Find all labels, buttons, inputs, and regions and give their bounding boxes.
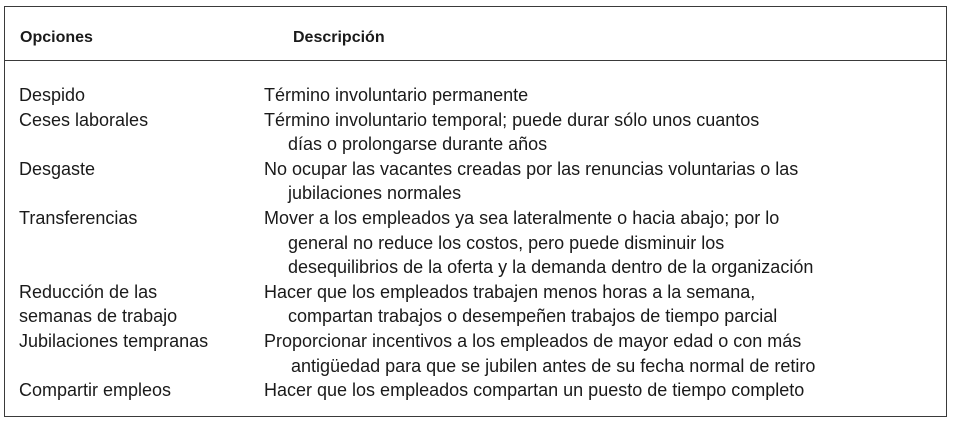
table-row xyxy=(5,206,946,280)
description-text: Hacer que los empleados trabajen menos horas a la semana, xyxy=(264,281,756,302)
option-cell xyxy=(5,206,249,280)
table-row xyxy=(5,378,946,403)
option-cell xyxy=(5,280,249,329)
description-cell xyxy=(249,280,929,329)
header-description: Descripción xyxy=(293,29,385,46)
option-cell xyxy=(5,157,249,206)
option-cell xyxy=(5,83,249,108)
description-text: antigüedad para que se jubilen antes de su fecha normal de retiro xyxy=(291,355,816,376)
description-text: compartan trabajos o desempeñen trabajos de tiempo parcial xyxy=(288,306,778,327)
option-text: Jubilaciones tempranas xyxy=(19,330,209,351)
table-row xyxy=(5,108,946,157)
description-cell xyxy=(249,378,929,403)
table-row xyxy=(5,280,946,329)
description-text: Término involuntario temporal; puede durar sólo unos cuantos xyxy=(264,109,760,130)
description-cell xyxy=(249,108,929,157)
description-cell xyxy=(249,157,929,206)
table-header-row xyxy=(5,7,946,61)
option-text: Transferencias xyxy=(19,207,138,228)
option-text: Reducción de las xyxy=(19,281,158,302)
description-text: Hacer que los empleados compartan un puesto de tiempo completo xyxy=(264,380,805,401)
option-cell xyxy=(5,378,249,403)
table-row xyxy=(5,329,946,378)
description-text: jubilaciones normales xyxy=(288,183,462,204)
description-cell xyxy=(249,83,929,108)
description-text: desequilibrios de la oferta y la demanda dentro de la organización xyxy=(288,257,814,278)
option-text: Ceses laborales xyxy=(19,109,149,130)
description-text: general no reduce los costos, pero puede disminuir los xyxy=(288,232,725,253)
option-text: Compartir empleos xyxy=(19,380,172,401)
header-options: Opciones xyxy=(20,29,93,46)
table-row xyxy=(5,83,946,108)
option-text: Desgaste xyxy=(19,158,96,179)
option-text: semanas de trabajo xyxy=(19,306,178,327)
description-text: Término involuntario permanente xyxy=(264,85,529,105)
description-text: Proporcionar incentivos a los empleados de mayor edad o con más xyxy=(264,330,802,351)
option-cell xyxy=(5,329,249,378)
table-body xyxy=(5,83,946,403)
description-text: Mover a los empleados ya sea lateralmente o hacia abajo; por lo xyxy=(264,207,780,228)
description-text: días o prolongarse durante años xyxy=(288,134,548,155)
description-cell xyxy=(249,206,929,280)
table-row xyxy=(5,157,946,206)
description-text: No ocupar las vacantes creadas por las renuncias voluntarias o las xyxy=(264,158,799,179)
description-cell xyxy=(249,329,929,378)
option-text: Despido xyxy=(19,85,86,105)
options-table xyxy=(4,6,947,417)
option-cell xyxy=(5,108,249,157)
